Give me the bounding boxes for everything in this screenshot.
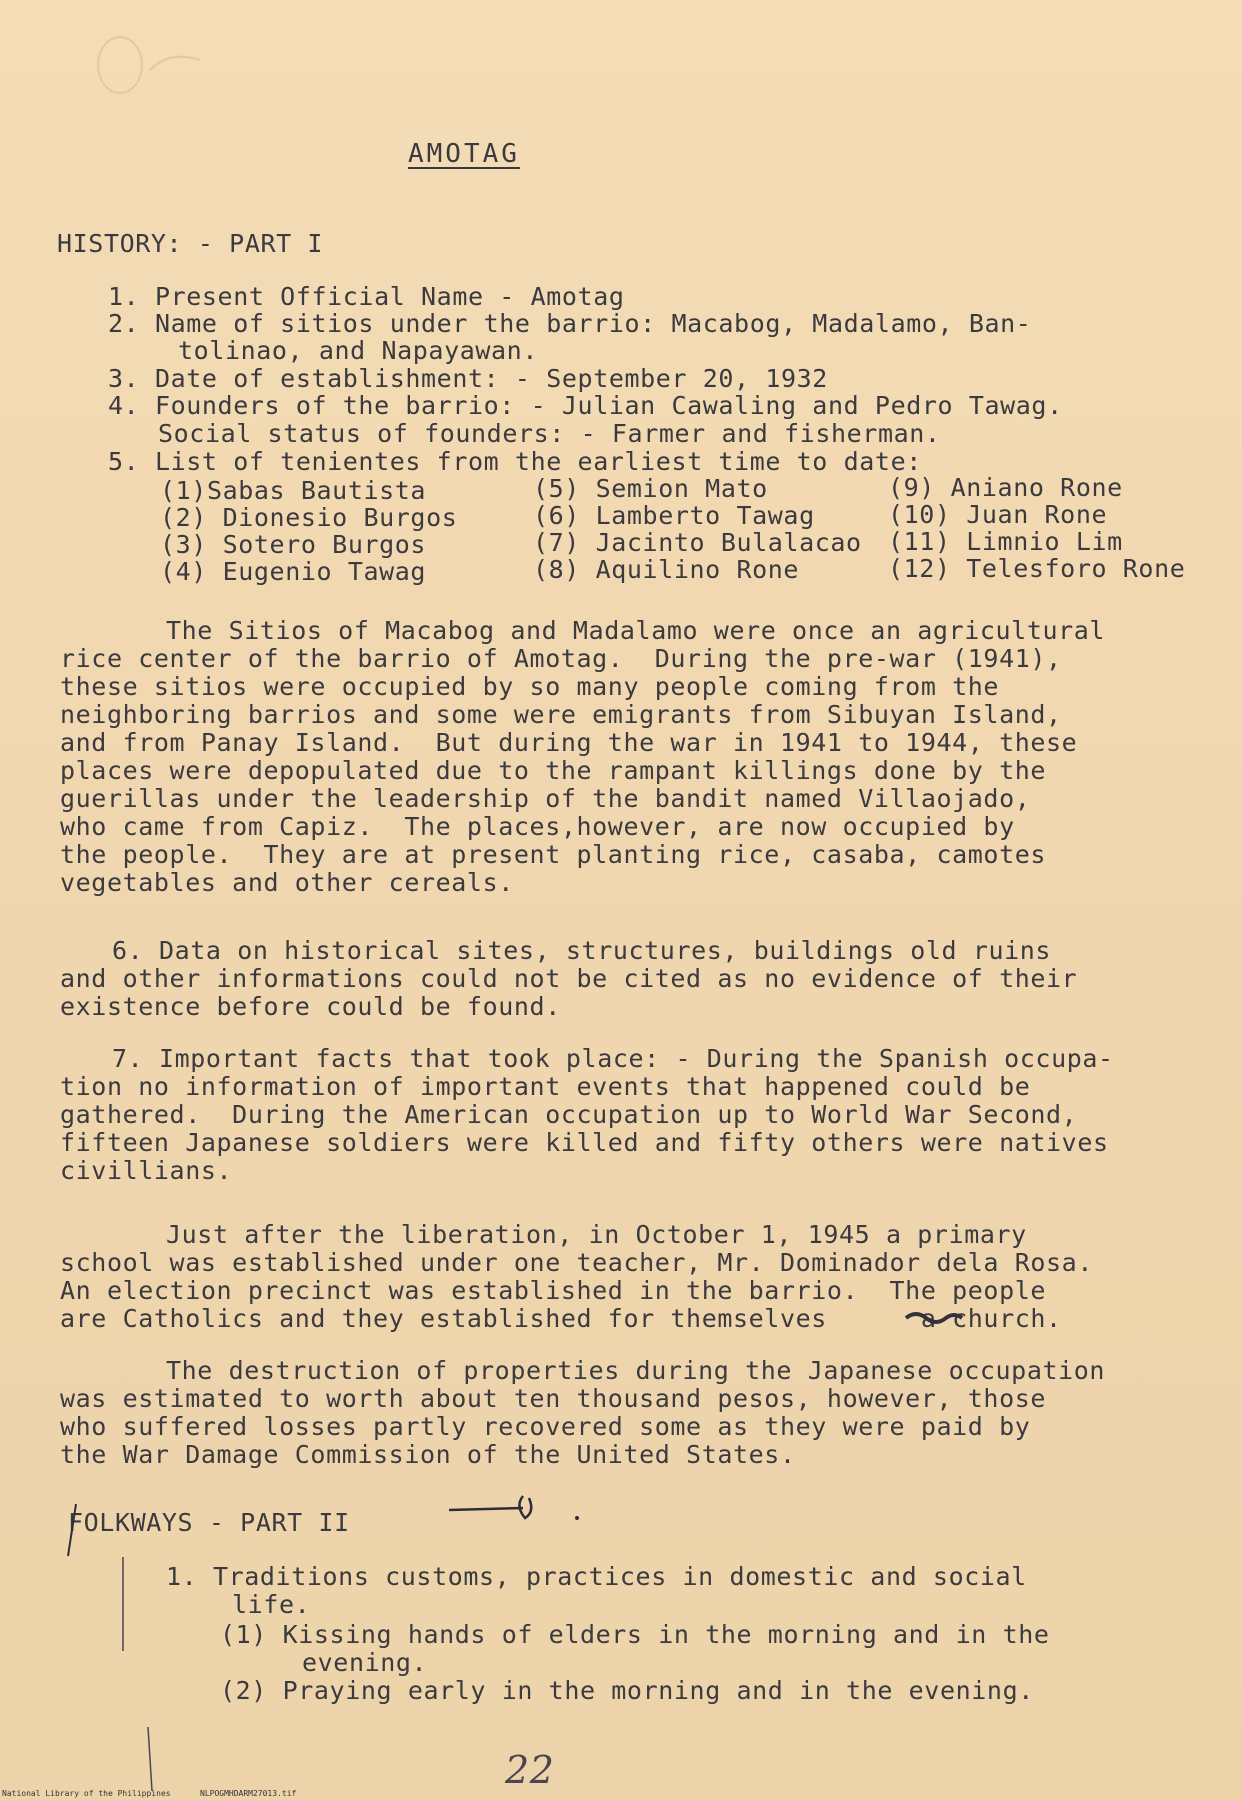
folk-item-1-line-2: life.: [232, 1590, 311, 1619]
para-item6-line: existence before could be found.: [60, 992, 561, 1021]
para-item7-line: tion no information of important events that happened could be: [60, 1072, 1031, 1101]
para-sitios-line: the people. They are at present planting rice, casaba, camotes: [60, 840, 1047, 869]
teniente-1: (1)Sabas Bautista: [160, 476, 427, 505]
folk-item-1-line-1: 1. Traditions customs, practices in domestic and social: [166, 1562, 1027, 1591]
handwritten-bracket-mark: [62, 1500, 82, 1560]
faint-stamp-mark: [80, 30, 230, 110]
para-sitios-line: The Sitios of Macabog and Madalamo were once an agricultural: [166, 616, 1106, 645]
para-liberation-line: school was established under one teacher, Mr. Dominador dela Rosa.: [60, 1248, 1093, 1277]
para-item6-line: 6. Data on historical sites, structures, buildings old ruins: [112, 936, 1052, 965]
teniente-5: (5) Semion Mato: [533, 474, 768, 503]
para-liberation-line: are Catholics and they established for themselves a church.: [60, 1304, 1062, 1333]
para-item7-line: civillians.: [60, 1156, 233, 1185]
para-sitios-line: guerillas under the leadership of the bandit named Villaojado,: [60, 784, 1031, 813]
item-3: 3. Date of establishment: - September 20, 1932: [108, 364, 828, 393]
ink-scribble-mark: [902, 1308, 966, 1326]
folk-sub-1-line-1: (1) Kissing hands of elders in the morning and in the: [220, 1620, 1050, 1649]
para-destruction-line: was estimated to worth about ten thousand pesos, however, those: [60, 1384, 1047, 1413]
item-4-line-1: 4. Founders of the barrio: - Julian Cawaling and Pedro Tawag.: [108, 391, 1063, 420]
para-sitios-line: neighboring barrios and some were emigrants from Sibuyan Island,: [60, 700, 1062, 729]
para-sitios-line: vegetables and other cereals.: [60, 868, 514, 897]
teniente-3: (3) Sotero Burgos: [160, 530, 427, 559]
para-destruction-line: The destruction of properties during the Japanese occupation: [166, 1356, 1106, 1385]
teniente-10: (10) Juan Rone: [888, 500, 1108, 529]
teniente-6: (6) Lamberto Tawag: [533, 501, 815, 530]
folkways-heading: FOLKWAYS - PART II: [68, 1508, 350, 1537]
teniente-2: (2) Dionesio Burgos: [160, 503, 458, 532]
item-2-line-2: tolinao, and Napayawan.: [178, 336, 538, 365]
handwritten-arrow-mark: [445, 1488, 585, 1528]
item-1: 1. Present Official Name - Amotag: [108, 282, 625, 311]
para-sitios-line: rice center of the barrio of Amotag. During the pre-war (1941),: [60, 644, 1062, 673]
item-2-line-1: 2. Name of sitios under the barrio: Macabog, Madalamo, Ban-: [108, 309, 1032, 338]
para-destruction-line: who suffered losses partly recovered some as they were paid by: [60, 1412, 1031, 1441]
para-destruction-line: the War Damage Commission of the United States.: [60, 1440, 796, 1469]
para-sitios-line: places were depopulated due to the rampant killings done by the: [60, 756, 1047, 785]
para-item7-line: fifteen Japanese soldiers were killed and fifty others were natives: [60, 1128, 1109, 1157]
history-heading: HISTORY: - PART I: [57, 229, 324, 258]
para-liberation-line: Just after the liberation, in October 1, 1945 a primary: [166, 1220, 1027, 1249]
para-sitios-line: these sitios were occupied by so many people coming from the: [60, 672, 1000, 701]
teniente-7: (7) Jacinto Bulalacao: [533, 528, 862, 557]
teniente-12: (12) Telesforo Rone: [888, 554, 1186, 583]
teniente-4: (4) Eugenio Tawag: [160, 557, 427, 586]
item-5: 5. List of tenientes from the earliest time to date:: [108, 447, 922, 476]
teniente-9: (9) Aniano Rone: [888, 473, 1123, 502]
para-item6-line: and other informations could not be cited as no evidence of their: [60, 964, 1078, 993]
footer-file: NLPOGMHDARM27013.tif: [200, 1789, 297, 1798]
para-item7-line: gathered. During the American occupation up to World War Second,: [60, 1100, 1078, 1129]
margin-line-mark: [118, 1555, 128, 1655]
folk-sub-2: (2) Praying early in the morning and in the evening.: [220, 1676, 1034, 1705]
para-item7-line: 7. Important facts that took place: - During the Spanish occupa-: [112, 1044, 1114, 1073]
margin-line-mark: [140, 1725, 160, 1795]
page-title: AMOTAG: [408, 139, 520, 169]
item-4-line-2: Social status of founders: - Farmer and fisherman.: [158, 419, 941, 448]
para-liberation-line: An election precinct was established in the barrio. The people: [60, 1276, 1047, 1305]
teniente-8: (8) Aquilino Rone: [533, 555, 800, 584]
page-number: 22: [505, 1748, 555, 1792]
para-sitios-line: who came from Capiz. The places,however, are now occupied by: [60, 812, 1015, 841]
teniente-11: (11) Limnio Lim: [888, 527, 1123, 556]
folk-sub-1-line-2: evening.: [302, 1648, 428, 1677]
para-sitios-line: and from Panay Island. But during the war in 1941 to 1944, these: [60, 728, 1078, 757]
footer-library: National Library of the Philippines: [2, 1789, 171, 1798]
